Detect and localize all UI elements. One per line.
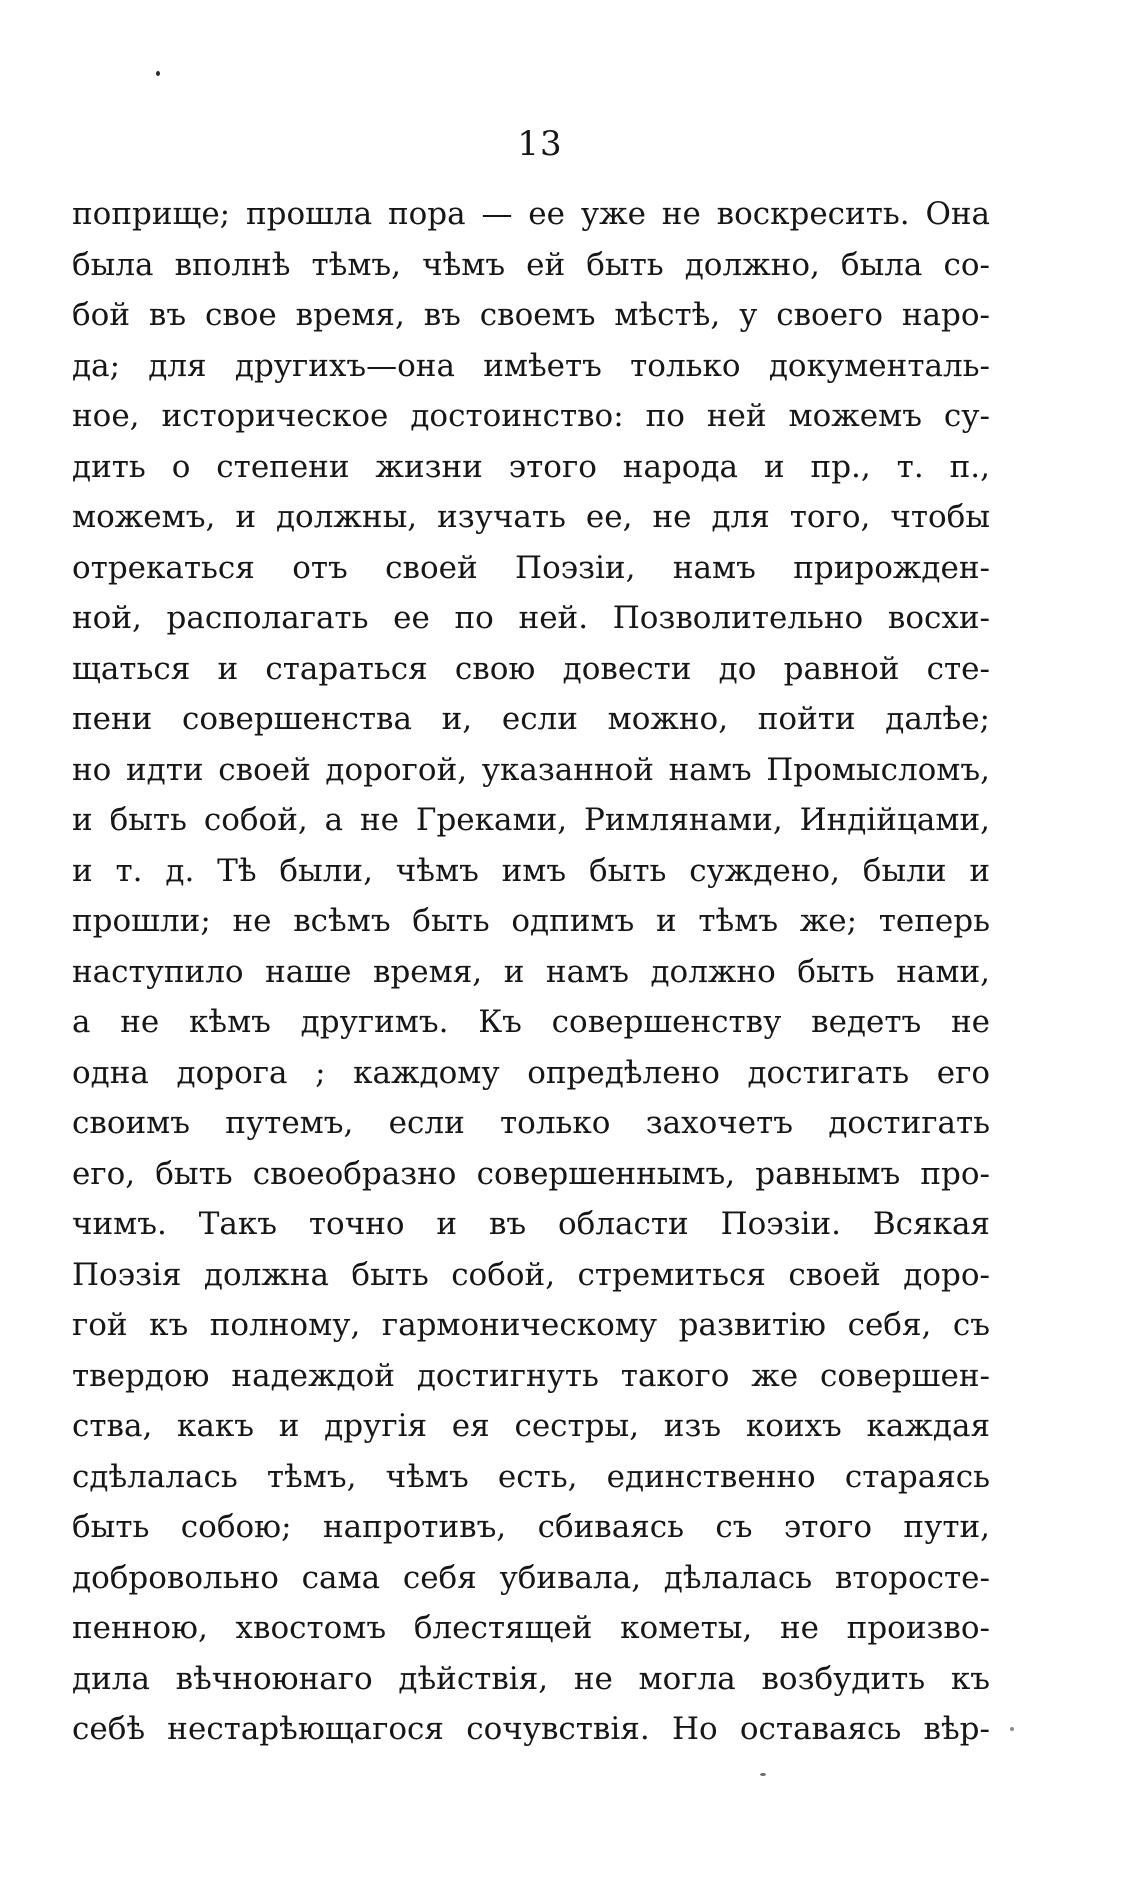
text-line: но идти своей дорогой, указанной намъ Промысломъ, [72,751,990,788]
text-line: дила вѣчноюнаго дѣйствія, не могла возбудить къ [72,1660,990,1697]
text-line: прошли; не всѣмъ быть одпимъ и тѣмъ же; теперь [72,903,990,939]
text-line: ное, историческое достоинство: по ней можемъ су- [72,398,990,434]
text-line: ной, располагать ее по ней. Позволительно восхи- [72,600,990,636]
text-line: чимъ. Такъ точно и въ области Поэзіи. Всякая [72,1206,990,1242]
text-line: добровольно сама себя убивала, дѣлалась второсте- [72,1559,990,1596]
text-line: одна дорога ; каждому опредѣлено достигать его [72,1054,990,1091]
text-line: Поэзія должна быть собой, стремиться своей доро- [72,1256,990,1293]
text-line: гой къ полному, гармоническому развитію себя, съ [72,1307,990,1343]
print-speck [1010,1727,1014,1731]
text-line: ства, какъ и другія ея сестры, изъ коихъ каждая [72,1408,990,1444]
text-line: и т. д. Тѣ были, чѣмъ имъ быть суждено, были и [72,852,990,889]
text-line: бой въ свое время, въ своемъ мѣстѣ, у своего наро- [72,297,990,333]
text-line: его, быть своеобразно совершеннымъ, равнымъ про- [72,1155,990,1192]
text-line: да; для другихъ—она имѣетъ только документаль- [72,347,990,384]
text-line: дить о степени жизни этого народа и пр., т. п., [72,448,990,485]
text-line: быть собою; напротивъ, сбиваясь съ этого пути, [72,1509,990,1545]
text-line: своимъ путемъ, если только захочетъ достигать [72,1105,990,1141]
text-line: себѣ нестарѣющагося сочувствія. Но оставаясь вѣр- [72,1711,990,1747]
text-line: отрекаться отъ своей Поэзіи, намъ прирожден- [72,549,990,586]
print-speck [760,1773,766,1776]
body-text [72,189,990,1755]
text-line: наступило наше время, и намъ должно быть нами, [72,953,990,990]
text-line: была вполнѣ тѣмъ, чѣмъ ей быть должно, была со- [72,246,990,283]
text-line: можемъ, и должны, изучать ее, не для того, чтобы [72,499,990,535]
print-speck [156,71,160,76]
text-line: твердою надеждой достигнуть такого же совершен- [72,1357,990,1394]
text-line: пенною, хвостомъ блестящей кометы, не произво- [72,1610,990,1646]
text-line: поприще; прошла пора — ее уже не воскресить. Она [72,196,990,232]
page-number: 13 [517,124,563,164]
text-line: а не кѣмъ другимъ. Къ совершенству ведетъ не [72,1004,990,1040]
text-line: и быть собой, а не Греками, Римлянами, Индійцами, [72,802,990,838]
text-line: пени совершенства и, если можно, пойти далѣе; [72,701,990,737]
text-line: щаться и стараться свою довести до равной сте- [72,650,990,687]
text-line: сдѣлалась тѣмъ, чѣмъ есть, единственно стараясь [72,1458,990,1495]
